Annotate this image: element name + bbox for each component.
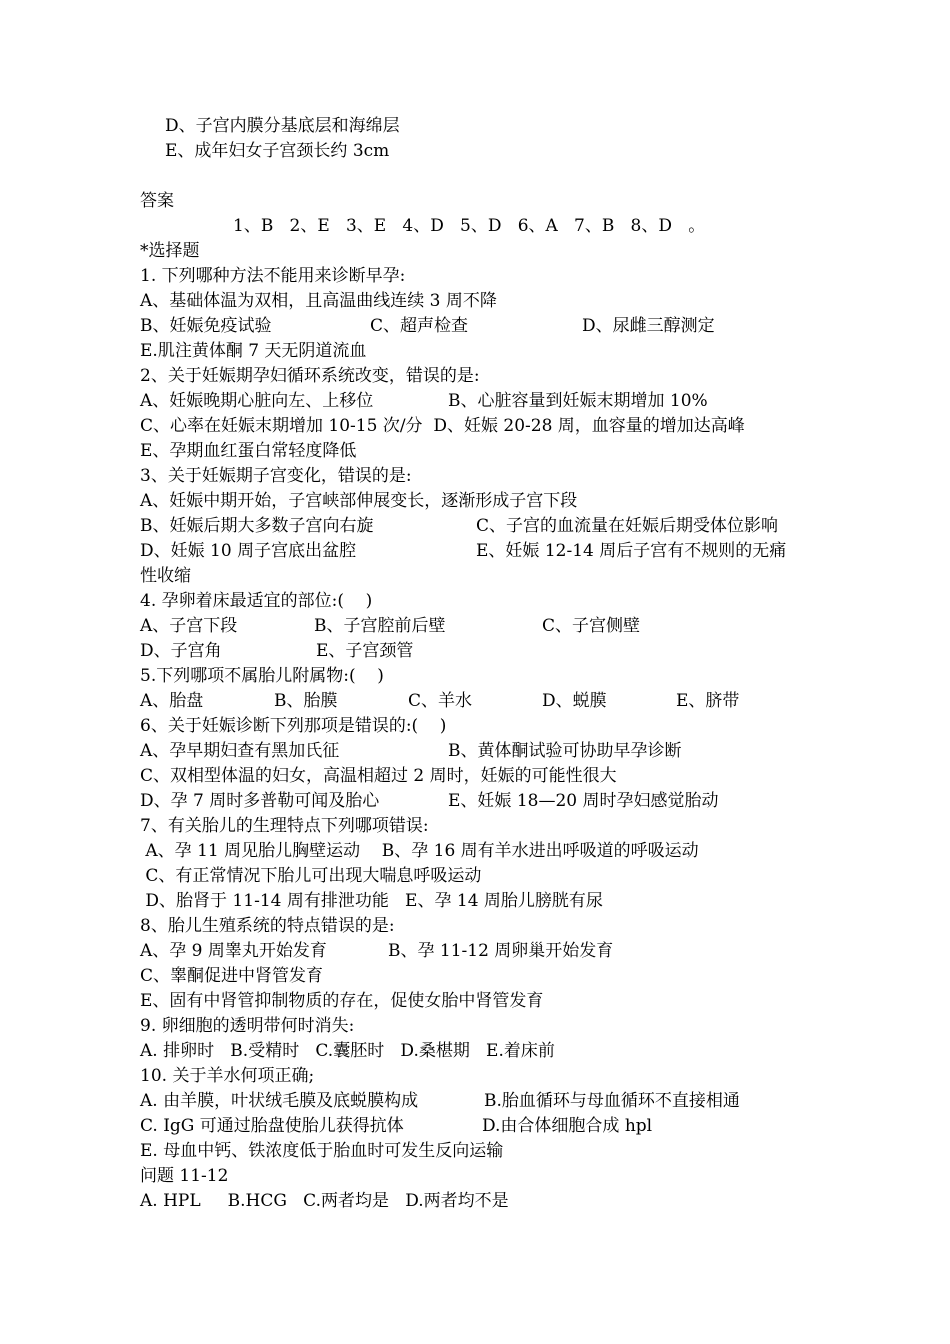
question-1-option-d: D、尿雌三醇测定	[582, 316, 715, 336]
question-11-12-options: A. HPL B.HCG C.两者均是 D.两者均不是	[140, 1191, 509, 1211]
question-6-option-e: E、妊娠 18—20 周时孕妇感觉胎动	[448, 791, 719, 811]
question-5-option-c: C、羊水	[408, 691, 473, 711]
question-1-option-e: E.肌注黄体酮 7 天无阴道流血	[140, 341, 367, 361]
question-1-option-b: B、妊娠免疫试验	[140, 316, 272, 336]
question-7-option-de: D、胎肾于 11-14 周有排泄功能 E、孕 14 周胎儿膀胱有尿	[140, 891, 603, 911]
question-8-option-c: C、睾酮促进中肾管发育	[140, 966, 324, 986]
question-4-option-b: B、子宫腔前后壁	[314, 616, 446, 636]
question-2-option-e: E、孕期血红蛋白常轻度降低	[140, 441, 357, 461]
pre-line-d: D、子宫内膜分基底层和海绵层	[165, 116, 400, 136]
question-10-option-b: B.胎血循环与母血循环不直接相通	[484, 1091, 740, 1111]
question-1-option-c: C、超声检查	[370, 316, 469, 336]
answers-heading: 答案	[140, 191, 174, 211]
question-3-option-a: A、妊娠中期开始，子宫峡部伸展变长，逐渐形成子宫下段	[140, 491, 578, 511]
question-6-stem: 6、关于妊娠诊断下列那项是错误的:( )	[140, 716, 447, 736]
question-6-option-d: D、孕 7 周时多普勒可闻及胎心	[140, 791, 380, 811]
question-6-option-c: C、双相型体温的妇女，高温相超过 2 周时，妊娠的可能性很大	[140, 766, 617, 786]
question-10-option-c: C. IgG 可通过胎盘使胎儿获得抗体	[140, 1116, 404, 1136]
question-2-option-b: B、心脏容量到妊娠末期增加 10%	[448, 391, 708, 411]
question-3-option-c: C、子宫的血流量在妊娠后期受体位影响	[476, 516, 779, 536]
question-10-option-a: A. 由羊膜，叶状绒毛膜及底蜕膜构成	[140, 1091, 419, 1111]
question-1-stem: 1. 下列哪种方法不能用来诊断早孕:	[140, 266, 406, 286]
question-4-option-d: D、子宫角	[140, 641, 222, 661]
question-8-stem: 8、胎儿生殖系统的特点错误的是:	[140, 916, 395, 936]
question-2-stem: 2、关于妊娠期孕妇循环系统改变，错误的是:	[140, 366, 480, 386]
question-9-stem: 9. 卵细胞的透明带何时消失:	[140, 1016, 355, 1036]
question-7-option-c: C、有正常情况下胎儿可出现大喘息呼吸运动	[140, 866, 482, 886]
question-3-option-e: E、妊娠 12-14 周后子宫有不规则的无痛	[476, 541, 787, 561]
question-4-option-e: E、子宫颈管	[316, 641, 414, 661]
question-5-option-a: A、胎盘	[140, 691, 204, 711]
question-4-option-a: A、子宫下段	[140, 616, 238, 636]
question-5-stem: 5.下列哪项不属胎儿附属物:( )	[140, 666, 384, 686]
question-7-option-ab: A、孕 11 周见胎儿胸壁运动 B、孕 16 周有羊水进出呼吸道的呼吸运动	[140, 841, 699, 861]
question-1-option-a: A、基础体温为双相，且高温曲线连续 3 周不降	[140, 291, 497, 311]
question-7-stem: 7、有关胎儿的生理特点下列哪项错误:	[140, 816, 429, 836]
question-11-12-stem: 问题 11-12	[140, 1166, 229, 1186]
question-5-option-b: B、胎膜	[274, 691, 338, 711]
question-2-option-a: A、妊娠晚期心脏向左、上移位	[140, 391, 374, 411]
pre-line-e: E、成年妇女子宫颈长约 3cm	[165, 141, 390, 161]
question-8-option-a: A、孕 9 周睾丸开始发育	[140, 941, 327, 961]
question-6-option-a: A、孕早期妇查有黑加氏征	[140, 741, 340, 761]
question-10-option-e: E. 母血中钙、铁浓度低于胎血时可发生反向运输	[140, 1141, 504, 1161]
section-title: *选择题	[140, 241, 200, 261]
question-3-option-d: D、妊娠 10 周子宫底出盆腔	[140, 541, 357, 561]
question-4-option-c: C、子宫侧壁	[542, 616, 641, 636]
question-8-option-e: E、固有中肾管抑制物质的存在，促使女胎中肾管发育	[140, 991, 544, 1011]
question-10-stem: 10. 关于羊水何项正确;	[140, 1066, 315, 1086]
question-6-option-b: B、黄体酮试验可协助早孕诊断	[448, 741, 682, 761]
question-3-option-e-continued: 性收缩	[140, 566, 191, 586]
question-2-option-cd: C、心率在妊娠末期增加 10-15 次/分 D、妊娠 20-28 周，血容量的增加达高峰	[140, 416, 745, 436]
question-5-option-e: E、脐带	[676, 691, 740, 711]
question-10-option-d: D.由合体细胞合成 hpl	[482, 1116, 653, 1136]
question-4-stem: 4. 孕卵着床最适宜的部位:( )	[140, 591, 373, 611]
question-9-options: A. 排卵时 B.受精时 C.囊胚时 D.桑椹期 E.着床前	[140, 1041, 555, 1061]
question-3-stem: 3、关于妊娠期子宫变化，错误的是:	[140, 466, 412, 486]
answers-list: 1、B 2、E 3、E 4、D 5、D 6、A 7、B 8、D 。	[233, 216, 706, 236]
question-5-option-d: D、蜕膜	[542, 691, 607, 711]
question-8-option-b: B、孕 11-12 周卵巢开始发育	[388, 941, 614, 961]
question-3-option-b: B、妊娠后期大多数子宫向右旋	[140, 516, 374, 536]
